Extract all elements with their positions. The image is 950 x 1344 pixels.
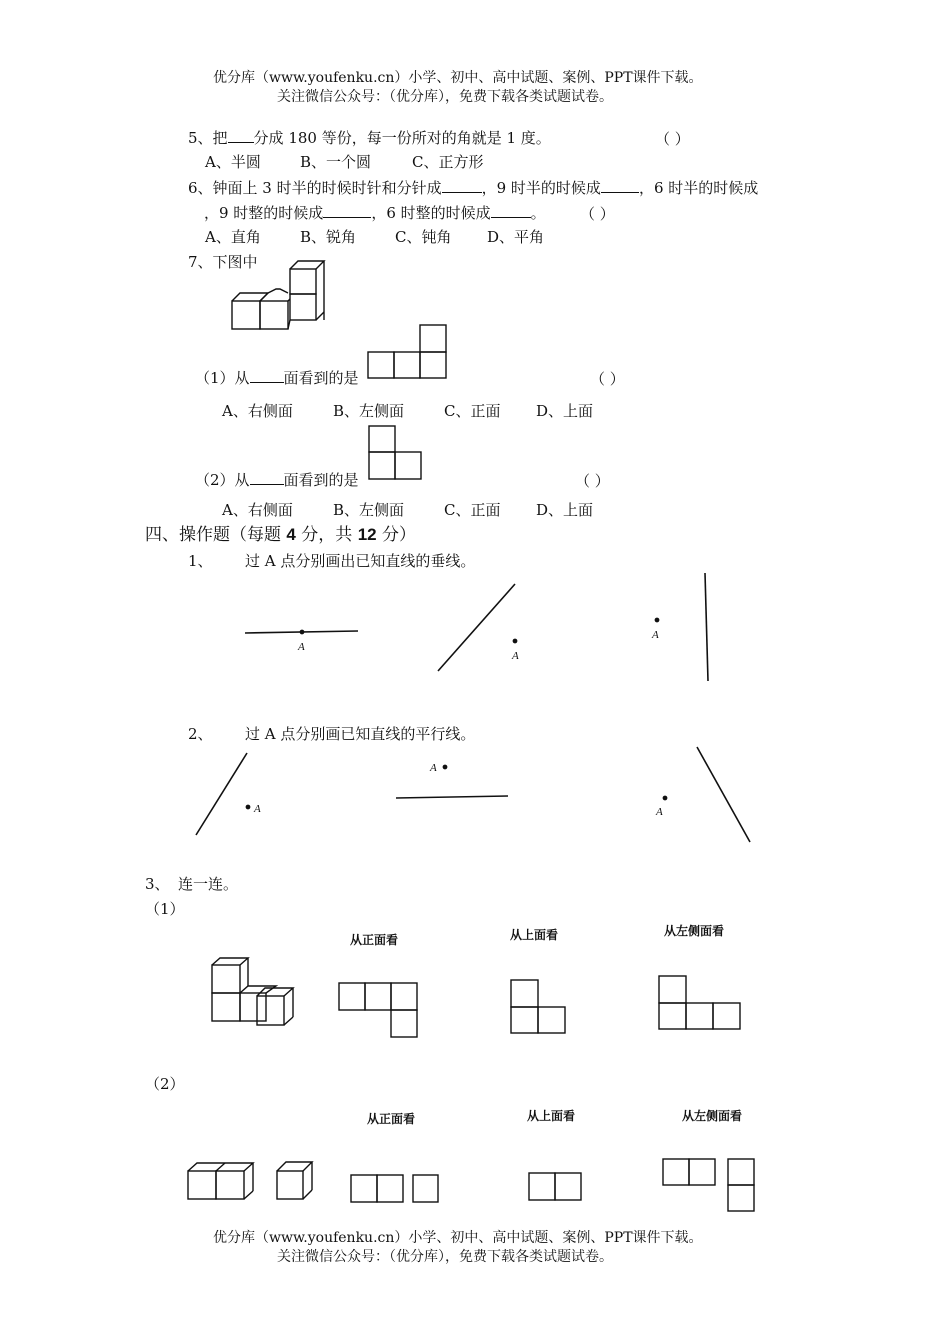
q6-blank-4: [491, 203, 531, 218]
section-4-points: 4: [286, 525, 296, 544]
q6-option-c: C、钝角: [395, 228, 452, 246]
q6-blank-2: [601, 178, 639, 193]
q7-sub2-prefix: （2）从: [195, 471, 250, 489]
section-4-total: 12: [357, 525, 377, 544]
section-4-title-b: 分，共: [295, 525, 358, 545]
q7-sub2-blank: [250, 470, 284, 485]
q7-sub1-suffix: 面看到的是: [283, 369, 359, 387]
q7-sub2-option-d: D、上面: [536, 501, 594, 519]
op3-part-1: （1）: [145, 900, 185, 918]
op2-point-label-3: A: [656, 806, 663, 818]
op3-1-left-label: 从左侧面看: [664, 924, 725, 938]
q7-sub1-option-b: B、左侧面: [333, 402, 405, 420]
q7-label: 7、下图中: [188, 253, 258, 271]
q5-stem: [188, 128, 551, 147]
q5-option-a: A、半圆: [205, 153, 261, 171]
op3-2-front-view: [348, 1172, 443, 1206]
op3-2-front-label: 从正面看: [367, 1112, 416, 1126]
op3-1-front-label: 从正面看: [350, 933, 399, 947]
q5-option-b: B、一个圆: [300, 153, 372, 171]
op3-1-left-view: [656, 973, 744, 1033]
section-4-title-c: 分）: [376, 525, 417, 545]
op1-point-label-2: A: [512, 650, 519, 662]
q7-sub1-blank: [250, 368, 284, 383]
op3-2-solid-figure: [185, 1157, 325, 1205]
section-4-title: [145, 526, 416, 544]
q7-sub1-paren: （ ）: [590, 370, 625, 388]
q7-cube-figure: [228, 260, 328, 332]
q6-text-b: ，9 时半的时候成: [481, 179, 601, 197]
q6-text-f: 。: [530, 204, 546, 222]
op3-2-top-view: [526, 1170, 586, 1205]
op1-number: 1、: [188, 552, 213, 570]
q6-option-a: A、直角: [205, 228, 261, 246]
op3-1-front-view: [336, 980, 421, 1040]
q7-sub2-option-c: C、正面: [444, 501, 501, 519]
op3-1-top-label: 从上面看: [510, 928, 559, 942]
op3-number: 3、: [145, 875, 170, 893]
op3-1-solid-figure: [205, 955, 305, 1030]
q7-sub1-prefix: （1）从: [195, 369, 250, 387]
op1-figure: [230, 565, 730, 690]
header-line-1: 优分库（www.youfenku.cn）小学、初中、高中试题、案例、PPT课件下载。: [213, 70, 703, 86]
q7-sub1-option-d: D、上面: [536, 402, 594, 420]
q6-text-c: ，6 时半的时候成: [638, 179, 759, 197]
q7-view-1-figure: [366, 322, 450, 382]
q7-sub1: [195, 368, 359, 387]
footer-line-1: 优分库（www.youfenku.cn）小学、初中、高中试题、案例、PPT课件下载。: [213, 1230, 703, 1246]
footer-line-2: 关注微信公众号：（优分库），免费下载各类试题试卷。: [277, 1249, 613, 1265]
op3-2-left-view: [660, 1156, 760, 1216]
op2-number: 2、: [188, 725, 213, 743]
op1-point-label-3: A: [652, 629, 659, 641]
q5-option-c: C、正方形: [412, 153, 484, 171]
q5-answer-paren: （ ）: [655, 130, 690, 148]
q5-prefix: 5、把: [188, 129, 228, 147]
op1-point-label-1: A: [298, 641, 305, 653]
op3-2-left-label: 从左侧面看: [682, 1109, 743, 1123]
op2-instruction: 过 A 点分别画已知直线的平行线。: [245, 725, 476, 743]
q7-sub2: [195, 470, 359, 489]
op2-point-label-1: A: [254, 803, 261, 815]
q7-sub2-paren: （ ）: [575, 472, 610, 490]
op1-instruction: 过 A 点分别画出已知直线的垂线。: [245, 552, 476, 570]
op2-figure: [190, 740, 760, 850]
q6-line-1: [188, 178, 758, 197]
q6-answer-paren: （ ）: [580, 205, 615, 223]
op3-2-top-label: 从上面看: [527, 1109, 576, 1123]
q6-option-d: D、平角: [487, 228, 545, 246]
q6-option-b: B、锐角: [300, 228, 357, 246]
op2-point-label-2: A: [430, 762, 437, 774]
q7-sub1-option-a: A、右侧面: [222, 402, 293, 420]
q5-blank: [228, 128, 254, 143]
header-line-2: 关注微信公众号：（优分库），免费下载各类试题试卷。: [277, 89, 613, 105]
q6-blank-3: [323, 203, 371, 218]
q7-sub2-suffix: 面看到的是: [283, 471, 359, 489]
op3-instruction: 连一连。: [178, 875, 239, 893]
q5-suffix: 分成 180 等份，每一份所对的角就是 1 度。: [253, 129, 551, 147]
op3-1-top-view: [508, 977, 568, 1037]
q6-text-d: ，9 时整的时候成: [204, 204, 324, 222]
q7-view-2-figure: [366, 424, 426, 484]
q6-line-2: [204, 203, 546, 222]
q6-text-a: 6、钟面上 3 时半的时候时针和分针成: [188, 179, 442, 197]
section-4-title-a: 四、操作题（每题: [145, 525, 287, 545]
q7-sub1-option-c: C、正面: [444, 402, 501, 420]
q6-text-e: ，6 时整的时候成: [371, 204, 491, 222]
op3-part-2: （2）: [145, 1075, 185, 1093]
q7-sub2-option-a: A、右侧面: [222, 501, 293, 519]
q7-sub2-option-b: B、左侧面: [333, 501, 405, 519]
q6-blank-1: [442, 178, 482, 193]
